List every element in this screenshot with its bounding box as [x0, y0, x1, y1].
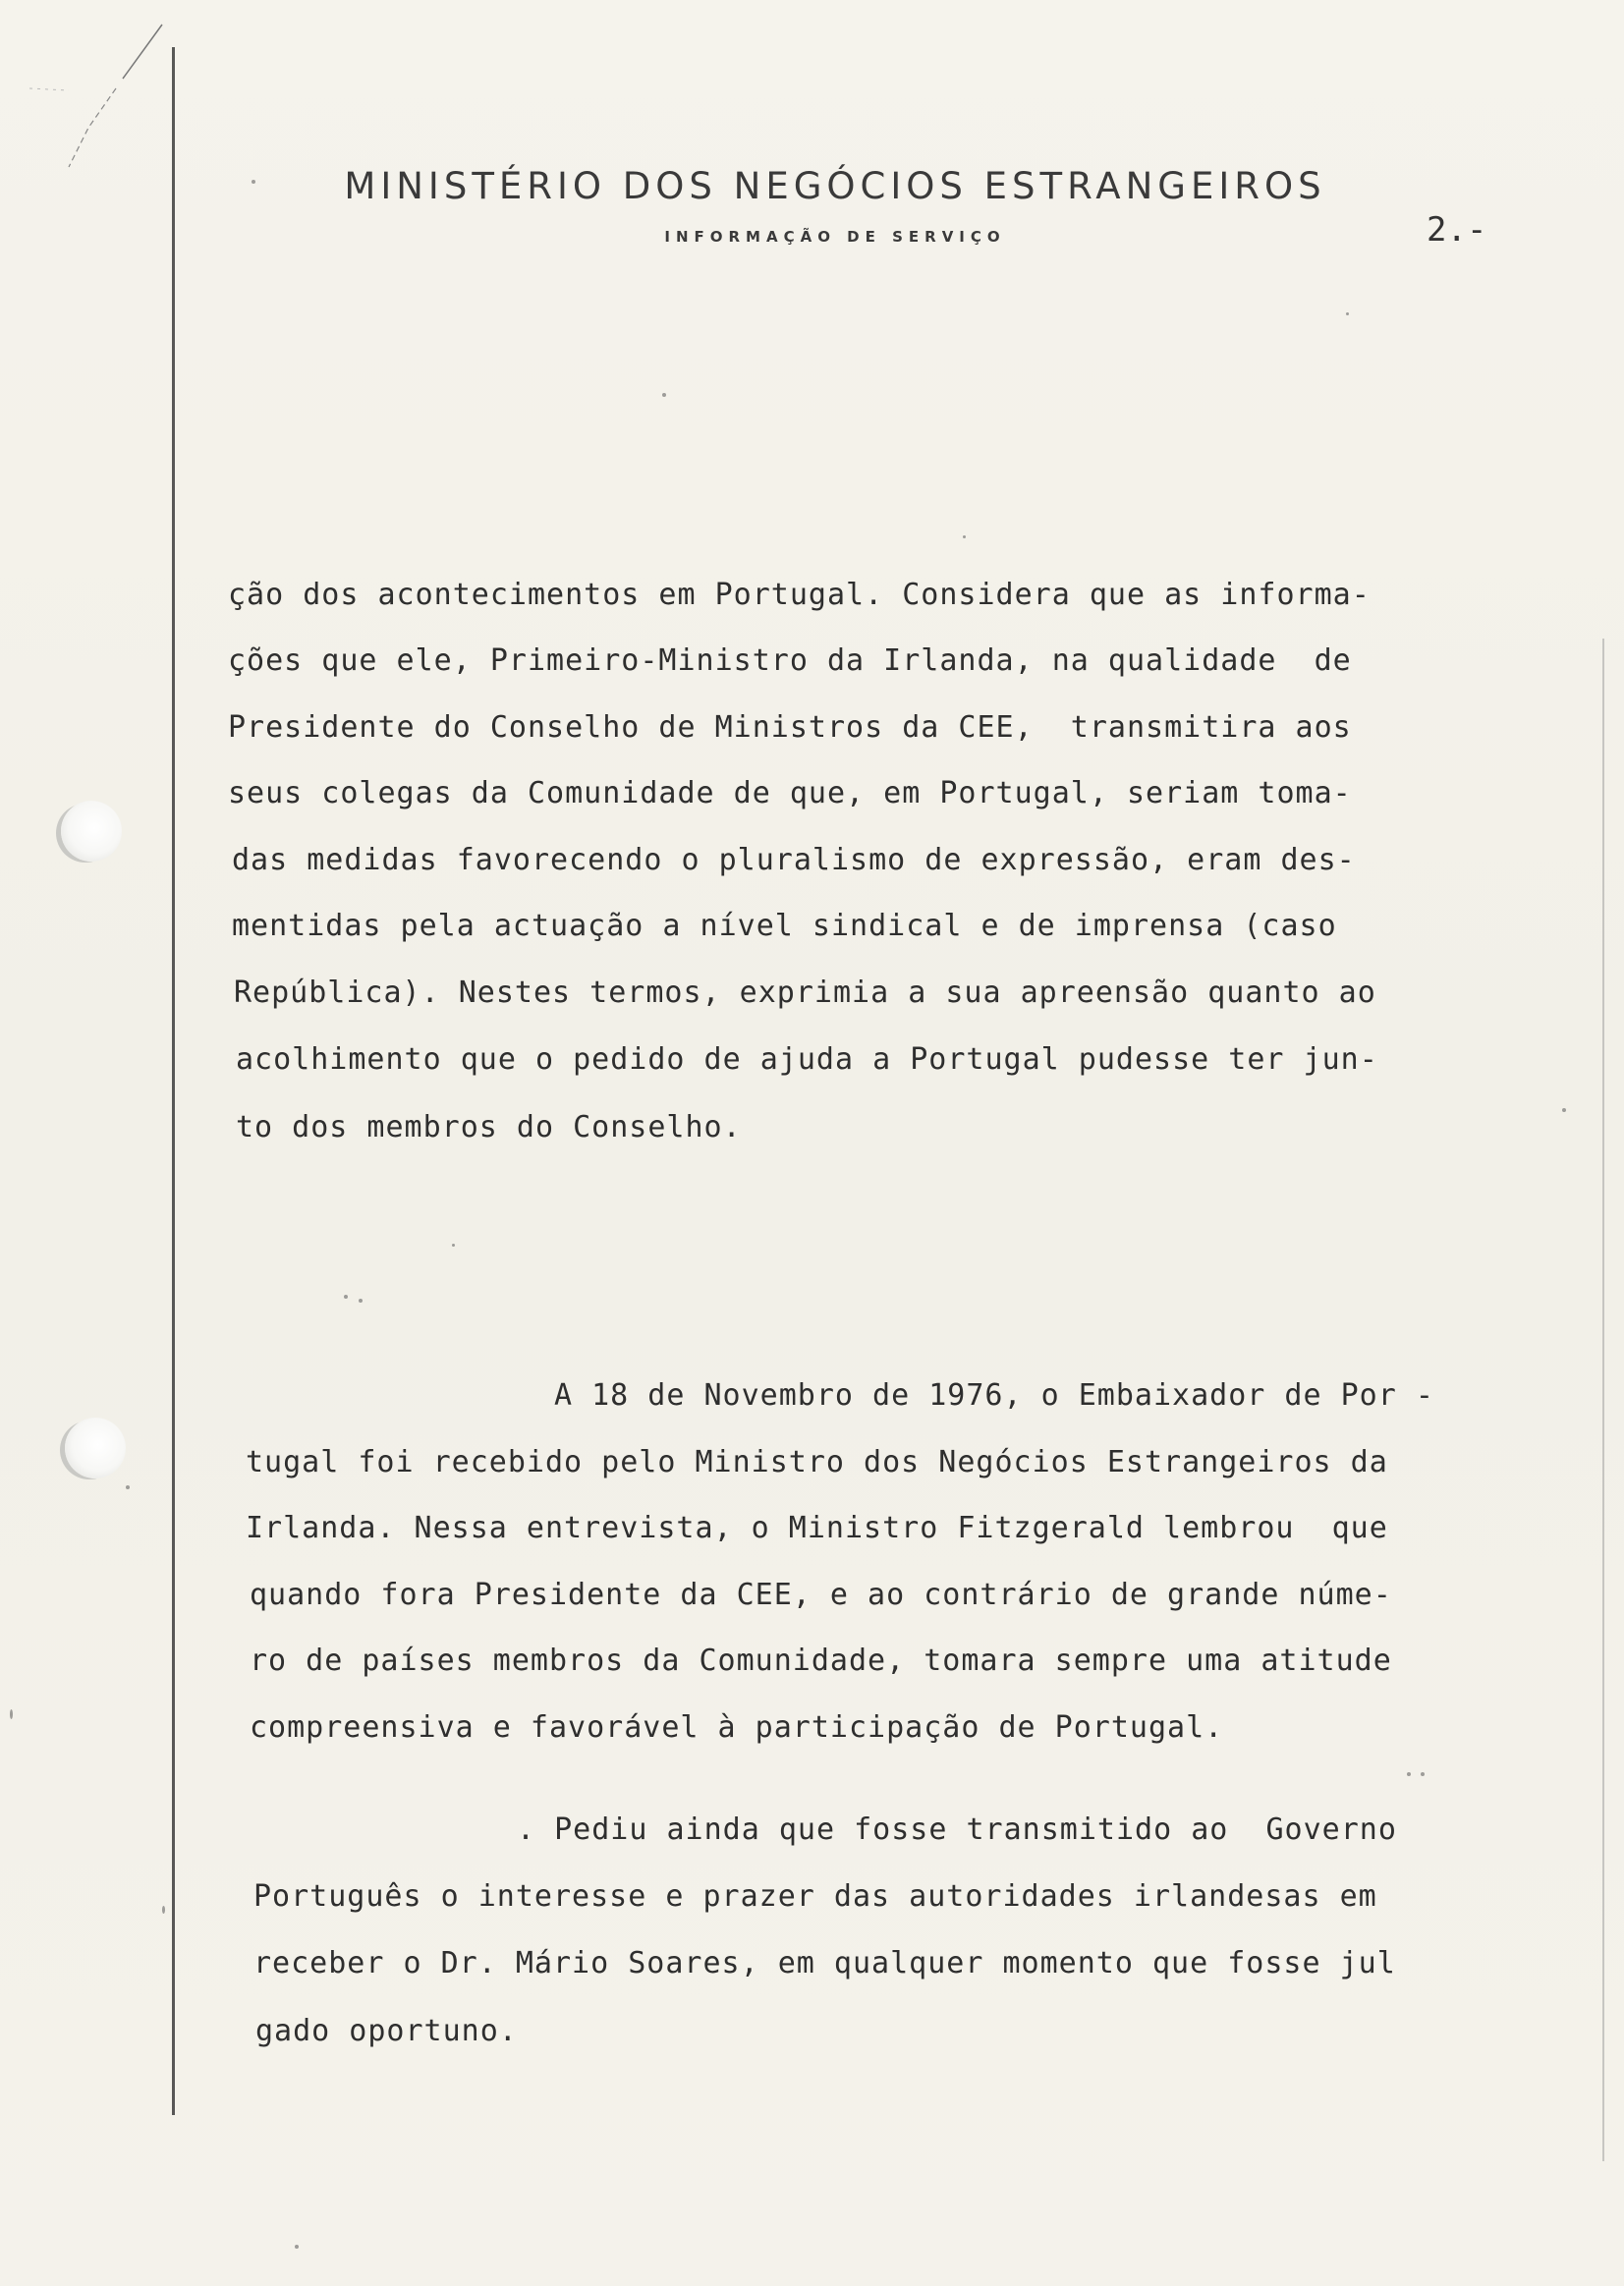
corner-pencil-mark	[29, 20, 167, 177]
text-line: das medidas favorecendo o pluralismo de expressão, eram des-	[232, 843, 1356, 877]
text-line: ro de países membros da Comunidade, tomara sempre uma atitude	[250, 1644, 1392, 1678]
paper-speck	[1562, 1108, 1566, 1112]
punch-hole-upper	[61, 801, 122, 862]
text-line: receber o Dr. Mário Soares, em qualquer momento que fosse jul	[253, 1946, 1396, 1980]
paper-speck	[252, 180, 255, 184]
punch-hole-lower	[65, 1418, 126, 1478]
left-margin-rule	[172, 47, 175, 2115]
paper-speck	[10, 1709, 13, 1719]
paper-speck	[963, 535, 966, 538]
text-line: Português o interesse e prazer das autoridades irlandesas em	[253, 1879, 1377, 1914]
text-line: quando fora Presidente da CEE, e ao contrário de grande núme-	[250, 1578, 1392, 1612]
text-line: ções que ele, Primeiro-Ministro da Irlanda, na qualidade de	[228, 643, 1352, 678]
text-line: tugal foi recebido pelo Ministro dos Negócios Estrangeiros da	[246, 1445, 1388, 1479]
paper-speck	[126, 1485, 130, 1489]
text-line: seus colegas da Comunidade de que, em Portugal, seriam toma-	[228, 776, 1352, 810]
paper-speck	[1421, 1772, 1425, 1776]
text-line: Irlanda. Nessa entrevista, o Ministro Fitzgerald lembrou que	[246, 1511, 1388, 1545]
text-line: ção dos acontecimentos em Portugal. Considera que as informa-	[228, 578, 1371, 612]
text-line: mentidas pela actuação a nível sindical e de imprensa (caso	[232, 909, 1337, 943]
text-line: República). Nestes termos, exprimia a sua apreensão quanto ao	[234, 976, 1376, 1010]
service-subtitle: INFORMAÇÃO DE SERVIÇO	[664, 228, 1006, 246]
paper-speck	[452, 1244, 455, 1247]
paper-speck	[295, 2245, 299, 2249]
text-line: to dos membros do Conselho.	[236, 1110, 742, 1144]
text-line: acolhimento que o pedido de ajuda a Portugal pudesse ter jun-	[236, 1042, 1378, 1077]
paper-speck	[1346, 312, 1349, 315]
paper-speck	[359, 1299, 363, 1303]
paper-speck	[1407, 1772, 1411, 1776]
page-number: 2.-	[1427, 210, 1487, 250]
right-paper-edge	[1602, 639, 1604, 2161]
paper-speck	[162, 1906, 165, 1914]
text-line: compreensiva e favorável à participação de Portugal.	[250, 1710, 1224, 1745]
ministry-title: MINISTÉRIO DOS NEGÓCIOS ESTRANGEIROS	[344, 165, 1326, 207]
text-line: Presidente do Conselho de Ministros da CEE, transmitira aos	[228, 710, 1352, 745]
paper-speck	[662, 393, 666, 397]
text-line: gado oportuno.	[255, 2014, 518, 2048]
text-line: A 18 de Novembro de 1976, o Embaixador de Por -	[554, 1378, 1434, 1413]
paper-speck	[344, 1295, 348, 1299]
text-line: . Pediu ainda que fosse transmitido ao Governo	[517, 1812, 1397, 1847]
